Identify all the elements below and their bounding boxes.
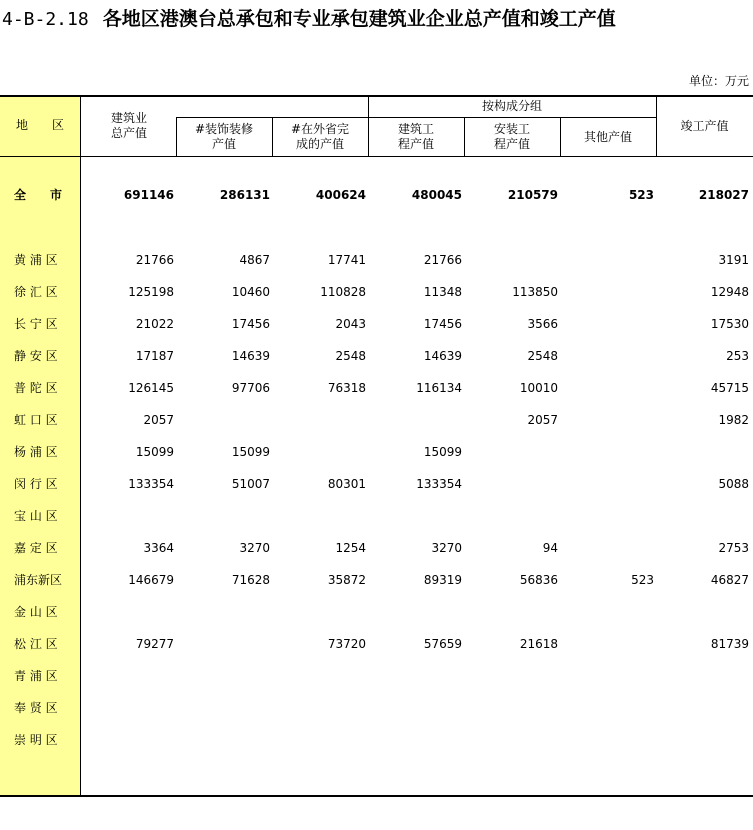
- table-cell: 126145: [128, 381, 174, 395]
- table-cell: [274, 602, 366, 622]
- table-cell: 480045: [411, 188, 462, 202]
- table-cell: 76318: [327, 381, 366, 395]
- table-cell: 133354: [128, 477, 174, 491]
- row-region-name: 黄 浦 区: [14, 253, 58, 267]
- table-cell: 35872: [327, 573, 366, 587]
- table-cell: 110828: [320, 285, 366, 299]
- table-cell: 21022: [135, 317, 174, 331]
- data-table: [0, 95, 753, 797]
- table-cell: [82, 506, 174, 526]
- header-outside-province: #在外省完 成的产值: [290, 122, 350, 151]
- table-cell: [274, 666, 366, 686]
- table-cell: [466, 474, 558, 494]
- table-cell: 10010: [519, 381, 558, 395]
- table-cell: 2548: [335, 349, 366, 363]
- table-cell: 21766: [423, 253, 462, 267]
- header-construction: 建筑工 程产值: [397, 122, 434, 151]
- group-header-rule: [368, 117, 656, 118]
- table-cell: 133354: [416, 477, 462, 491]
- table-cell: 113850: [512, 285, 558, 299]
- header-decoration: #装饰装修 产值: [194, 122, 254, 151]
- table-cell: [274, 730, 366, 750]
- table-cell: 80301: [327, 477, 366, 491]
- table-cell: [562, 602, 654, 622]
- table-cell: [370, 730, 462, 750]
- table-cell: 15099: [135, 445, 174, 459]
- header-installation: 安装工 程产值: [493, 122, 530, 151]
- table-cell: 14639: [231, 349, 270, 363]
- region-divider: [80, 95, 81, 797]
- table-cell: [562, 698, 654, 718]
- header-completed: 竣工产值: [680, 119, 729, 133]
- table-cell: 97706: [231, 381, 270, 395]
- table-cell: 81739: [710, 637, 749, 651]
- table-cell: [562, 666, 654, 686]
- table-cell: [562, 410, 654, 430]
- table-cell: 71628: [231, 573, 270, 587]
- table-cell: 5088: [718, 477, 749, 491]
- row-region-name: 虹 口 区: [14, 413, 58, 427]
- table-cell: [274, 506, 366, 526]
- table-cell: 3270: [431, 541, 462, 555]
- table-cell: [657, 506, 749, 526]
- table-cell: [370, 602, 462, 622]
- table-cell: [274, 410, 366, 430]
- table-cell: [178, 666, 270, 686]
- header-bottom-border: [0, 156, 753, 157]
- table-cell: 89319: [423, 573, 462, 587]
- header-region: 地 区: [15, 118, 64, 132]
- table-cell: 12948: [710, 285, 749, 299]
- table-cell: [562, 730, 654, 750]
- table-cell: 79277: [135, 637, 174, 651]
- table-cell: [562, 314, 654, 334]
- table-cell: 2057: [527, 413, 558, 427]
- table-cell: [370, 410, 462, 430]
- table-cell: 17456: [231, 317, 270, 331]
- row-region-name: 长 宁 区: [14, 317, 58, 331]
- table-cell: 3191: [718, 253, 749, 267]
- table-cell: [466, 602, 558, 622]
- row-region-name: 全 市: [14, 188, 63, 202]
- table-cell: [466, 506, 558, 526]
- header-other: 其他产值: [583, 130, 632, 144]
- table-title: 各地区港澳台总承包和专业承包建筑业企业总产值和竣工产值: [102, 8, 616, 30]
- table-cell: 45715: [710, 381, 749, 395]
- table-cell: [82, 602, 174, 622]
- table-cell: 3566: [527, 317, 558, 331]
- table-cell: 523: [631, 573, 654, 587]
- table-cell: 10460: [231, 285, 270, 299]
- row-region-name: 金 山 区: [14, 605, 58, 619]
- table-cell: [562, 506, 654, 526]
- table-cell: [562, 538, 654, 558]
- table-cell: [657, 442, 749, 462]
- table-cell: [466, 730, 558, 750]
- table-cell: [370, 506, 462, 526]
- table-cell: 125198: [128, 285, 174, 299]
- table-cell: [562, 378, 654, 398]
- table-cell: 2753: [718, 541, 749, 555]
- table-cell: [466, 666, 558, 686]
- header-group: 按构成分组: [481, 99, 542, 113]
- table-cell: 14639: [423, 349, 462, 363]
- table-cell: 15099: [231, 445, 270, 459]
- table-cell: [82, 666, 174, 686]
- table-cell: [562, 282, 654, 302]
- table-cell: 17530: [710, 317, 749, 331]
- table-cell: 21618: [519, 637, 558, 651]
- table-cell: [562, 442, 654, 462]
- row-region-name: 静 安 区: [14, 349, 58, 363]
- table-bottom-border: [0, 795, 753, 797]
- table-cell: [657, 698, 749, 718]
- table-cell: 1982: [718, 413, 749, 427]
- row-region-name: 松 江 区: [14, 637, 58, 651]
- table-cell: 116134: [416, 381, 462, 395]
- table-cell: 11348: [423, 285, 462, 299]
- table-cell: 51007: [231, 477, 270, 491]
- table-cell: 46827: [710, 573, 749, 587]
- table-cell: [466, 698, 558, 718]
- table-cell: 3270: [239, 541, 270, 555]
- row-region-name: 浦东新区: [14, 573, 63, 587]
- table-cell: 2057: [143, 413, 174, 427]
- table-cell: 286131: [219, 188, 270, 202]
- table-cell: [178, 730, 270, 750]
- table-cell: [82, 698, 174, 718]
- table-cell: 146679: [128, 573, 174, 587]
- table-cell: 21766: [135, 253, 174, 267]
- table-cell: [178, 410, 270, 430]
- table-cell: 218027: [698, 188, 749, 202]
- table-cell: [466, 442, 558, 462]
- row-region-name: 青 浦 区: [14, 669, 58, 683]
- table-cell: 253: [726, 349, 749, 363]
- table-cell: 56836: [519, 573, 558, 587]
- table-cell: 73720: [327, 637, 366, 651]
- table-cell: [178, 634, 270, 654]
- table-cell: 2548: [527, 349, 558, 363]
- table-cell: [178, 698, 270, 718]
- table-cell: 3364: [143, 541, 174, 555]
- table-cell: [657, 666, 749, 686]
- table-cell: 2043: [335, 317, 366, 331]
- table-cell: 4867: [239, 253, 270, 267]
- table-cell: [274, 698, 366, 718]
- row-region-name: 闵 行 区: [14, 477, 58, 491]
- page-title: [2, 4, 616, 31]
- table-cell: [82, 730, 174, 750]
- table-cell: 57659: [423, 637, 462, 651]
- table-cell: [178, 602, 270, 622]
- header-total-output: 建筑业 总产值: [110, 111, 147, 140]
- table-cell: 15099: [423, 445, 462, 459]
- row-region-name: 徐 汇 区: [14, 285, 58, 299]
- table-cell: [562, 634, 654, 654]
- table-cell: [562, 250, 654, 270]
- table-code: 4-B-2.18: [2, 9, 89, 30]
- table-top-border: [0, 95, 753, 97]
- table-cell: 1254: [335, 541, 366, 555]
- table-cell: [657, 730, 749, 750]
- table-cell: 94: [542, 541, 558, 555]
- row-region-name: 杨 浦 区: [14, 445, 58, 459]
- table-cell: 400624: [315, 188, 366, 202]
- table-cell: [178, 506, 270, 526]
- table-cell: [466, 250, 558, 270]
- table-cell: [370, 666, 462, 686]
- row-region-name: 奉 贤 区: [14, 701, 58, 715]
- table-cell: 523: [628, 188, 654, 202]
- row-region-name: 崇 明 区: [14, 733, 58, 747]
- table-cell: [370, 698, 462, 718]
- row-region-name: 宝 山 区: [14, 509, 58, 523]
- row-region-name: 普 陀 区: [14, 381, 58, 395]
- table-cell: 17187: [135, 349, 174, 363]
- unit-label: 单位：万元: [688, 74, 749, 88]
- table-cell: 210579: [507, 188, 558, 202]
- table-cell: [562, 346, 654, 366]
- table-cell: 17456: [423, 317, 462, 331]
- table-cell: [274, 442, 366, 462]
- table-cell: [657, 602, 749, 622]
- table-cell: [562, 474, 654, 494]
- table-cell: 17741: [327, 253, 366, 267]
- table-cell: 691146: [123, 188, 174, 202]
- row-region-name: 嘉 定 区: [14, 541, 58, 555]
